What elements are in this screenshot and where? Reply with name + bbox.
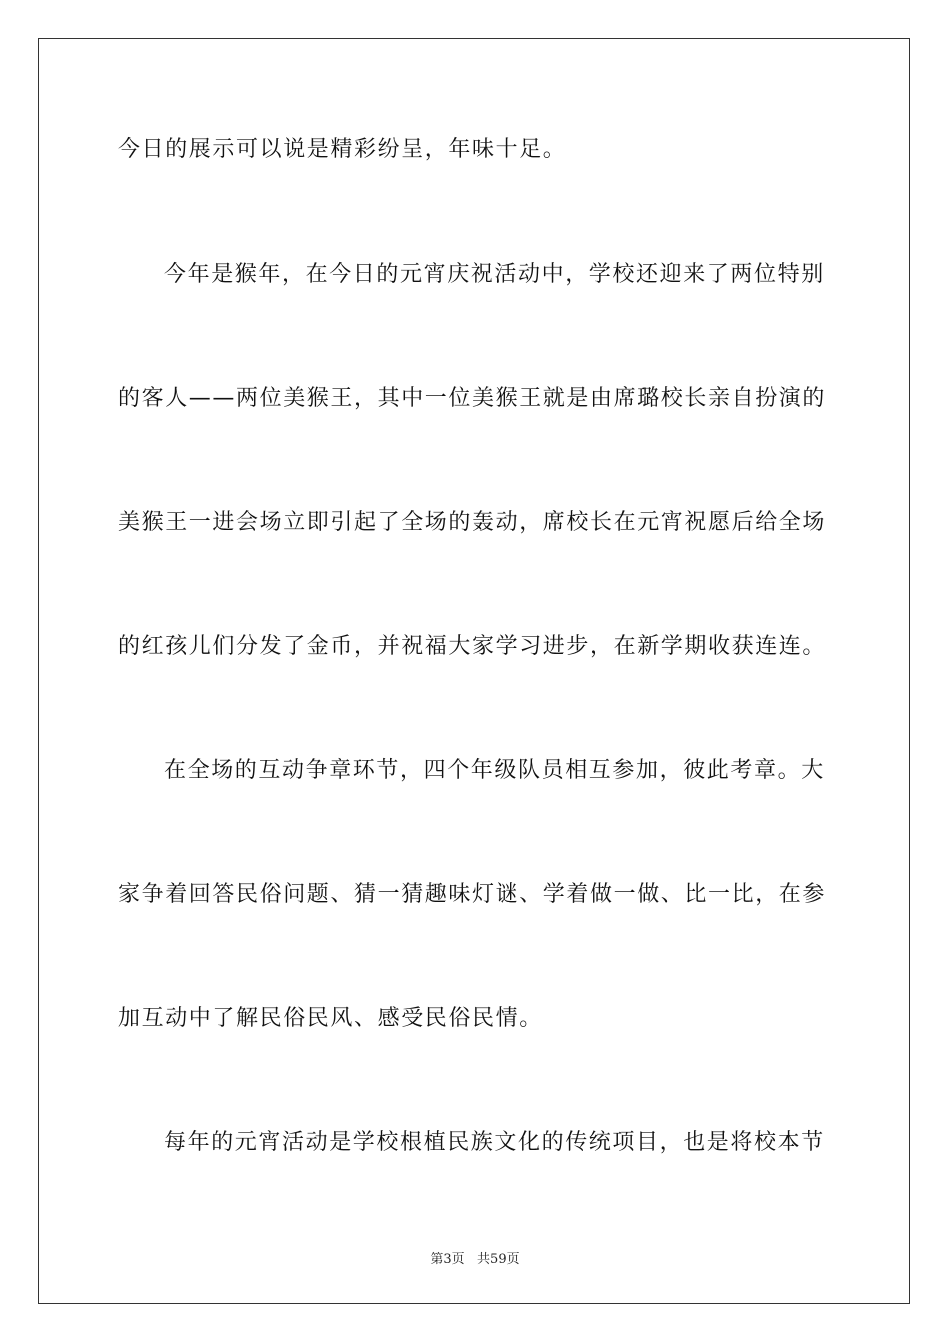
- text-line: 加互动中了解民俗民风、感受民俗民情。: [118, 1006, 543, 1031]
- text-line: 的红孩儿们分发了金币，并祝福大家学习进步，在新学期收获连连。: [118, 634, 827, 659]
- text-line: 在全场的互动争章环节，四个年级队员相互参加，彼此考章。大: [164, 758, 825, 783]
- text-line: 的客人——两位美猴王，其中一位美猴王就是由席璐校长亲自扮演的: [118, 386, 827, 411]
- page-border: [38, 38, 910, 1304]
- text-line: 家争着回答民俗问题、猜一猜趣味灯谜、学着做一做、比一比，在参: [118, 882, 827, 907]
- text-line: 美猴王一进会场立即引起了全场的轰动，席校长在元宵祝愿后给全场: [118, 510, 827, 535]
- text-line: 今年是猴年，在今日的元宵庆祝活动中，学校还迎来了两位特别: [164, 262, 825, 287]
- text-line: 今日的展示可以说是精彩纷呈，年味十足。: [118, 137, 567, 162]
- page-number-footer: 第3页 共59页: [430, 1252, 520, 1267]
- text-line: 每年的元宵活动是学校根植民族文化的传统项目，也是将校本节: [164, 1130, 825, 1155]
